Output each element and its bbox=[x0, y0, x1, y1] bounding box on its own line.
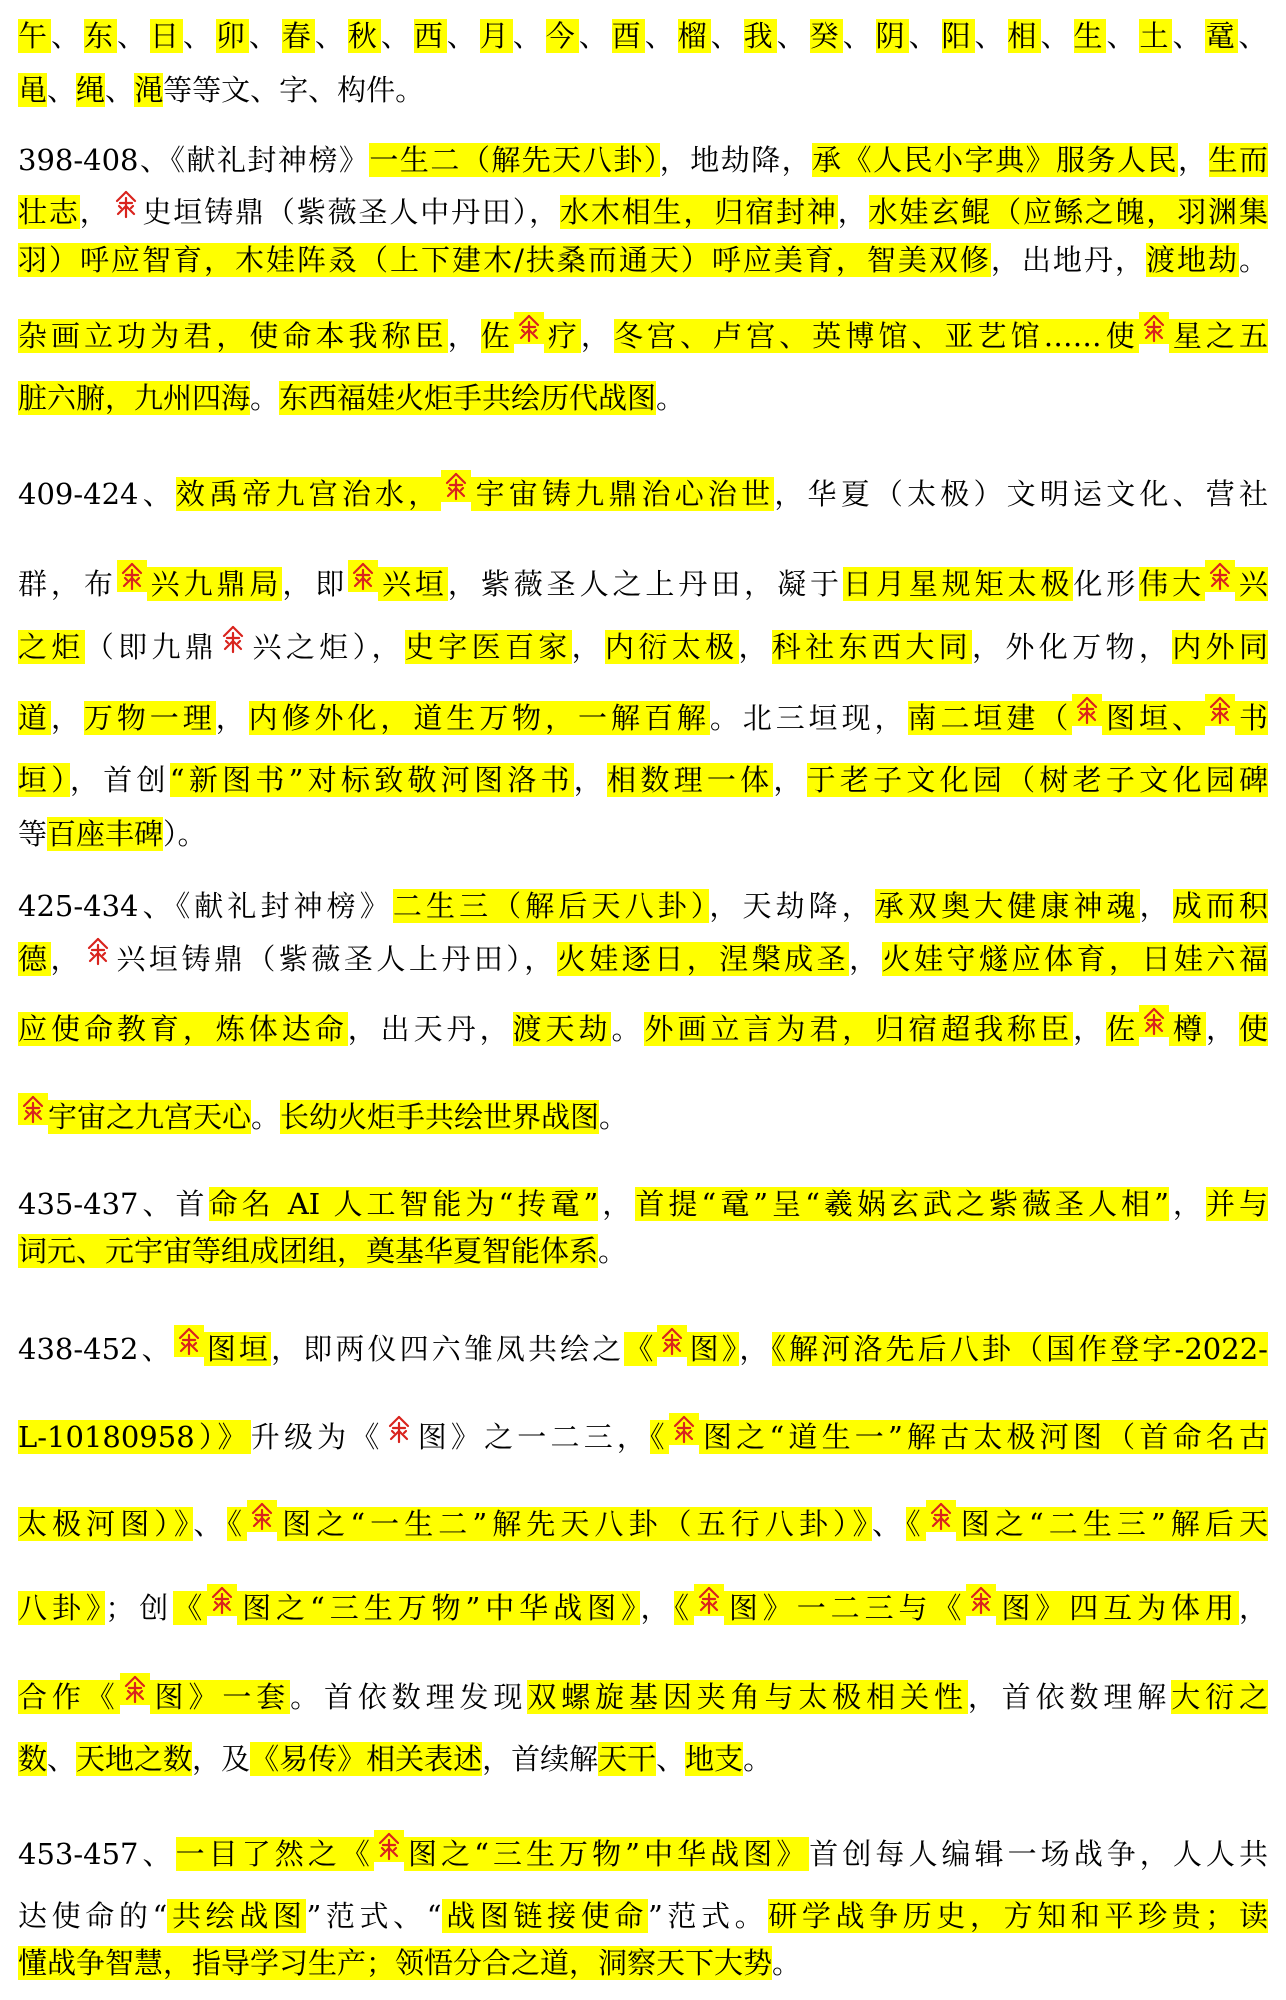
highlighted-text: 承《人民小字典》服务人民 bbox=[812, 143, 1178, 177]
highlighted-text: 鼋 bbox=[1205, 19, 1239, 53]
highlighted-text: 黾 bbox=[18, 73, 48, 107]
text-run: 、 bbox=[47, 73, 77, 107]
highlighted-text: 兴 bbox=[1235, 567, 1268, 601]
highlighted-text: 垣） bbox=[18, 763, 71, 797]
text-run: ；创 bbox=[105, 1591, 174, 1625]
highlighted-text: 图》一二三与《 bbox=[723, 1591, 967, 1625]
text-run: 、 bbox=[380, 19, 414, 53]
highlighted-text: 火娃守燧应体育，日娃六福 bbox=[881, 942, 1268, 976]
text-run: ， bbox=[50, 701, 84, 735]
highlighted-text: 一生二（解先天八卦） bbox=[369, 143, 660, 177]
text-run: ，即两仪四六雏凤共绘之 bbox=[271, 1332, 625, 1366]
text-run: ， bbox=[79, 195, 111, 229]
text-line bbox=[18, 1737, 1268, 1781]
red-glyph-icon bbox=[83, 935, 113, 967]
highlighted-text: 共绘战图 bbox=[167, 1899, 307, 1933]
highlighted-text: 科社东西大同 bbox=[771, 630, 973, 664]
highlighted-text: 《 bbox=[906, 1507, 926, 1541]
red-glyph-icon bbox=[218, 623, 248, 655]
highlighted-text: 图之“一生二”解先天八卦（五行八卦）》 bbox=[277, 1507, 873, 1541]
highlighted-text: 月 bbox=[479, 19, 513, 53]
highlighted-text: 战图链接使命 bbox=[441, 1899, 648, 1933]
highlighted-text: 东 bbox=[83, 19, 117, 53]
highlighted-text: 兴九鼎局 bbox=[146, 567, 283, 601]
text-run: 。 bbox=[611, 1012, 645, 1046]
text-run: 、 bbox=[710, 19, 744, 53]
highlighted-text: 酉 bbox=[611, 19, 645, 53]
highlighted-text: 八卦》 bbox=[18, 1591, 106, 1625]
text-line bbox=[18, 470, 1268, 514]
red-glyph-icon bbox=[694, 1584, 724, 1616]
text-run: 。北三垣现， bbox=[709, 701, 908, 735]
text-run: ， bbox=[837, 195, 869, 229]
highlighted-text: 午 bbox=[18, 19, 51, 53]
text-line bbox=[18, 1093, 1268, 1137]
text-run: 453-457、 bbox=[18, 1837, 176, 1871]
text-run: 、 bbox=[1106, 19, 1140, 53]
text-run: ，地劫降， bbox=[659, 143, 813, 177]
text-run: ，紫薇圣人之上丹田，凝于 bbox=[447, 567, 843, 601]
red-glyph-icon bbox=[117, 560, 147, 592]
highlighted-text: 《 bbox=[227, 1507, 248, 1541]
text-run: 、 bbox=[776, 19, 810, 53]
highlighted-text: 南二垣建（ bbox=[907, 701, 1073, 735]
text-run: 。 bbox=[772, 1946, 802, 1980]
red-glyph-icon bbox=[174, 1325, 204, 1357]
highlighted-text: 合作《 bbox=[18, 1680, 120, 1714]
highlighted-text: 图》 bbox=[686, 1332, 740, 1366]
red-glyph-icon bbox=[1072, 694, 1102, 726]
text-run: 达使命的“ bbox=[18, 1899, 168, 1933]
highlighted-text: 东西福娃火炬手共绘历代战图 bbox=[279, 381, 657, 415]
highlighted-text: 樽 bbox=[1169, 1012, 1206, 1046]
highlighted-text: 兴垣 bbox=[378, 567, 448, 601]
highlighted-text: 《 bbox=[650, 1420, 669, 1454]
text-line bbox=[18, 1182, 1268, 1226]
text-run: ， bbox=[1073, 1012, 1107, 1046]
highlighted-text: 图之“道生一”解古太极河图（首命名古 bbox=[698, 1420, 1268, 1454]
highlighted-text: 长幼火炬手共绘世界战图 bbox=[280, 1100, 600, 1134]
highlighted-text: 内外同 bbox=[1172, 630, 1268, 664]
highlighted-text: 史字医百家 bbox=[404, 630, 572, 664]
text-run: 。 bbox=[598, 1234, 628, 1268]
text-run: 图》之一二三， bbox=[413, 1420, 651, 1454]
highlighted-text: 承双奥大健康神魂 bbox=[874, 889, 1140, 923]
text-run: 、 bbox=[47, 1742, 77, 1776]
text-run: ， bbox=[773, 763, 807, 797]
highlighted-text: 阴 bbox=[875, 19, 909, 53]
highlighted-text: 佐 bbox=[1106, 1012, 1140, 1046]
text-line bbox=[18, 560, 1268, 604]
highlighted-text: 图之“二生三”解后天 bbox=[955, 1507, 1268, 1541]
text-line bbox=[18, 1941, 1268, 1985]
text-line bbox=[18, 1413, 1268, 1457]
text-run: 升级为《 bbox=[250, 1420, 384, 1454]
highlighted-text: 道 bbox=[18, 701, 51, 735]
highlighted-text: 内修外化，道生万物，一解百解 bbox=[248, 701, 710, 735]
highlighted-text: 疗 bbox=[543, 319, 581, 353]
red-glyph-icon bbox=[247, 1500, 277, 1532]
text-run: ， bbox=[215, 701, 249, 735]
text-line bbox=[18, 935, 1268, 979]
highlighted-text: 懂战争智慧，指导学习生产；领悟分合之道，洞察天下大势 bbox=[18, 1946, 773, 1980]
text-run: 425-434、《献礼封神榜》 bbox=[18, 889, 393, 923]
highlighted-text: 太极河图）》 bbox=[18, 1507, 194, 1541]
highlighted-text: 大衍之 bbox=[1171, 1680, 1268, 1714]
text-run: ， bbox=[571, 630, 606, 664]
highlighted-text: 内衍太极 bbox=[605, 630, 739, 664]
text-line bbox=[18, 376, 1268, 420]
text-run: 、 bbox=[512, 19, 546, 53]
text-run: 、 bbox=[842, 19, 876, 53]
text-run: ， bbox=[1238, 1591, 1268, 1625]
text-run: 、 bbox=[872, 1507, 907, 1541]
highlighted-text: 效禹帝九宫治水， bbox=[175, 477, 442, 511]
red-glyph-icon bbox=[966, 1584, 996, 1616]
text-run: 435-437、首 bbox=[18, 1187, 209, 1221]
text-run: 。 bbox=[1238, 243, 1268, 277]
highlighted-text: 秋 bbox=[347, 19, 381, 53]
highlighted-text: 日 bbox=[149, 19, 183, 53]
highlighted-text: 脏六腑，九州四海 bbox=[18, 381, 251, 415]
text-run: 、 bbox=[446, 19, 480, 53]
highlighted-text: 图之“三生万物”中华战图》 bbox=[237, 1591, 641, 1625]
text-run: 、 bbox=[1040, 19, 1074, 53]
red-glyph-icon bbox=[120, 1673, 150, 1705]
highlighted-text: 图垣 bbox=[203, 1332, 272, 1366]
highlighted-text: 杂画立功为君，使命本我称臣 bbox=[18, 319, 448, 353]
highlighted-text: 羽）呼应智育，木娃阵叒（上下建木/扶桑而通天）呼应美育，智美双修 bbox=[18, 243, 991, 277]
highlighted-text: 我 bbox=[743, 19, 777, 53]
text-line bbox=[18, 14, 1268, 58]
text-run: 。首依数理发现 bbox=[290, 1680, 528, 1714]
highlighted-text: 使 bbox=[1238, 1012, 1268, 1046]
red-glyph-icon bbox=[1139, 312, 1169, 344]
text-line bbox=[18, 138, 1268, 182]
red-glyph-icon bbox=[1205, 560, 1235, 592]
text-run: 、 bbox=[1238, 19, 1268, 53]
text-line bbox=[18, 812, 1268, 856]
highlighted-text: 日月星规矩太极 bbox=[842, 567, 1074, 601]
text-run: ， bbox=[1206, 1012, 1239, 1046]
highlighted-text: 今 bbox=[545, 19, 579, 53]
text-run: ， bbox=[580, 319, 614, 353]
highlighted-text: 于老子文化园（树老子文化园碑 bbox=[806, 763, 1268, 797]
highlighted-text: 渡地劫 bbox=[1145, 243, 1239, 277]
text-run: ，华夏（太极）文明运文化、营社 bbox=[774, 477, 1268, 511]
highlighted-text: 图垣、 bbox=[1102, 701, 1205, 735]
red-glyph-icon bbox=[441, 470, 471, 502]
highlighted-text: 《 bbox=[624, 1332, 657, 1366]
red-glyph-icon bbox=[111, 188, 141, 220]
red-glyph-icon bbox=[514, 312, 544, 344]
text-run: 438-452、 bbox=[18, 1332, 174, 1366]
highlighted-text: 一目了然之《 bbox=[175, 1837, 374, 1871]
highlighted-text: 佐 bbox=[480, 319, 514, 353]
text-run: ， bbox=[1139, 889, 1173, 923]
highlighted-text: 天地之数 bbox=[76, 1742, 193, 1776]
red-glyph-icon bbox=[1205, 694, 1235, 726]
highlighted-text: 壮志 bbox=[18, 195, 80, 229]
highlighted-text: 渡天劫 bbox=[512, 1012, 612, 1046]
text-line bbox=[18, 694, 1268, 738]
text-run: ， bbox=[1168, 1187, 1206, 1221]
text-line bbox=[18, 1830, 1268, 1874]
text-run: 。 bbox=[656, 381, 686, 415]
highlighted-text: 春 bbox=[281, 19, 315, 53]
text-run: ”范式、“ bbox=[306, 1899, 442, 1933]
red-glyph-icon bbox=[384, 1413, 414, 1445]
text-line bbox=[18, 1500, 1268, 1544]
highlighted-text: 《 bbox=[173, 1591, 208, 1625]
text-run: ， bbox=[50, 942, 83, 976]
red-glyph-icon bbox=[348, 560, 378, 592]
highlighted-text: 伟大 bbox=[1139, 567, 1205, 601]
text-line bbox=[18, 312, 1268, 356]
text-run: 群，布 bbox=[18, 567, 117, 601]
text-run: 兴之炬）， bbox=[248, 630, 405, 664]
text-line bbox=[18, 1325, 1268, 1369]
highlighted-text: “新图书”对标致敬河图洛书 bbox=[169, 763, 574, 797]
text-run: ， bbox=[447, 319, 481, 353]
text-run: 。 bbox=[599, 1100, 629, 1134]
highlighted-text: 西 bbox=[413, 19, 447, 53]
text-line bbox=[18, 1005, 1268, 1049]
text-run: ）。 bbox=[163, 817, 207, 851]
text-line bbox=[18, 884, 1268, 928]
highlighted-text: 万物一理 bbox=[83, 701, 216, 735]
text-run: ，首创 bbox=[70, 763, 170, 797]
text-run: ，出地丹， bbox=[990, 243, 1146, 277]
highlighted-text: 图》一套 bbox=[149, 1680, 291, 1714]
red-glyph-icon bbox=[374, 1830, 404, 1862]
text-run: ，及 bbox=[192, 1742, 251, 1776]
highlighted-text: 水娃玄鲲（应鲧之魄，羽渊集 bbox=[868, 195, 1268, 229]
highlighted-text: 生而 bbox=[1208, 143, 1268, 177]
text-run: ，首续解 bbox=[482, 1742, 599, 1776]
highlighted-text: L-10180958）》 bbox=[18, 1420, 251, 1454]
highlighted-text: 《 bbox=[674, 1591, 694, 1625]
text-line bbox=[18, 623, 1268, 667]
highlighted-text: 之炬 bbox=[18, 630, 85, 664]
highlighted-text: 并与 bbox=[1205, 1187, 1268, 1221]
text-run: 化形 bbox=[1073, 567, 1140, 601]
text-run: 等等文、字、构件。 bbox=[163, 73, 425, 107]
highlighted-text: 外画立言为君，归宿超我称臣 bbox=[644, 1012, 1074, 1046]
highlighted-text: 百座丰碑 bbox=[47, 817, 164, 851]
text-line bbox=[18, 188, 1268, 232]
text-run: ， bbox=[849, 942, 882, 976]
highlighted-text: 阳 bbox=[941, 19, 975, 53]
text-run: 、 bbox=[974, 19, 1008, 53]
text-run: 。 bbox=[250, 381, 280, 415]
text-run: ，外化万物， bbox=[972, 630, 1173, 664]
highlighted-text: 相 bbox=[1007, 19, 1041, 53]
highlighted-text: 应使命教育，炼体达命 bbox=[18, 1012, 348, 1046]
text-line bbox=[18, 1673, 1268, 1717]
text-run: 、 bbox=[1172, 19, 1206, 53]
text-line bbox=[18, 1584, 1268, 1628]
highlighted-text: 图之“三生万物”中华战图》 bbox=[403, 1837, 810, 1871]
text-run: 史垣铸鼎（紫薇圣人中丹田）， bbox=[140, 195, 561, 229]
text-run: 首创每人编辑一场战争，人人共 bbox=[809, 1837, 1268, 1871]
text-line bbox=[18, 758, 1268, 802]
text-run: 、 bbox=[116, 19, 150, 53]
text-line bbox=[18, 1894, 1268, 1938]
text-run: 、 bbox=[314, 19, 348, 53]
red-glyph-icon bbox=[18, 1093, 48, 1125]
highlighted-text: 《易传》相关表述 bbox=[250, 1742, 483, 1776]
red-glyph-icon bbox=[669, 1413, 699, 1445]
text-run: ，首依数理解 bbox=[967, 1680, 1172, 1714]
highlighted-text: 天干 bbox=[598, 1742, 657, 1776]
highlighted-text: 生 bbox=[1073, 19, 1107, 53]
highlighted-text: 宇宙铸九鼎治心治世 bbox=[471, 477, 775, 511]
highlighted-text: 榴 bbox=[677, 19, 711, 53]
text-run: 、 bbox=[182, 19, 216, 53]
text-run: ， bbox=[738, 630, 772, 664]
text-run: （即九鼎 bbox=[84, 630, 219, 664]
highlighted-text: 命名 AI 人工智能为“抟鼋” bbox=[208, 1187, 599, 1221]
highlighted-text: 地支 bbox=[685, 1742, 744, 1776]
highlighted-text: 火娃逐日，涅槃成圣 bbox=[556, 942, 850, 976]
text-run: ”范式。 bbox=[647, 1899, 769, 1933]
text-run: ，天劫降， bbox=[709, 889, 875, 923]
text-run: ， bbox=[598, 1187, 636, 1221]
highlighted-text: 数 bbox=[18, 1742, 48, 1776]
highlighted-text: 癸 bbox=[809, 19, 843, 53]
highlighted-text: 双螺旋基因夹角与太极相关性 bbox=[527, 1680, 968, 1714]
text-line bbox=[18, 238, 1268, 282]
text-run: ， bbox=[739, 1332, 772, 1366]
text-run: ， bbox=[573, 763, 608, 797]
highlighted-text: 德 bbox=[18, 942, 51, 976]
text-run: 、 bbox=[656, 1742, 686, 1776]
red-glyph-icon bbox=[1139, 1005, 1169, 1037]
text-run: 兴垣铸鼎（紫薇圣人上丹田）， bbox=[113, 942, 557, 976]
highlighted-text: 研学战争历史，方知和平珍贵；读 bbox=[768, 1899, 1268, 1933]
text-run: 等 bbox=[18, 817, 48, 851]
text-run: 。 bbox=[743, 1742, 773, 1776]
red-glyph-icon bbox=[657, 1325, 687, 1357]
highlighted-text: 绳 bbox=[76, 73, 106, 107]
highlighted-text: 水木相生，归宿封神 bbox=[560, 195, 838, 229]
text-run: 、 bbox=[105, 73, 135, 107]
text-run: 、 bbox=[248, 19, 282, 53]
text-run: ，出天丹， bbox=[347, 1012, 513, 1046]
highlighted-text: 土 bbox=[1139, 19, 1173, 53]
text-run: 。 bbox=[251, 1100, 281, 1134]
text-run: ， bbox=[640, 1591, 675, 1625]
highlighted-text: 首提“鼋”呈“羲娲玄武之紫薇圣人相” bbox=[635, 1187, 1169, 1221]
highlighted-text: 相数理一体 bbox=[607, 763, 774, 797]
text-run: 、 bbox=[908, 19, 942, 53]
highlighted-text: 二生三（解后天八卦） bbox=[392, 889, 710, 923]
red-glyph-icon bbox=[926, 1500, 956, 1532]
text-run: 、 bbox=[193, 1507, 228, 1541]
highlighted-text: 图》四互为体用 bbox=[996, 1591, 1239, 1625]
text-run: 、 bbox=[644, 19, 678, 53]
text-run: 、 bbox=[578, 19, 612, 53]
highlighted-text: 星之五 bbox=[1168, 319, 1268, 353]
highlighted-text: 书 bbox=[1235, 701, 1268, 735]
text-run: ， bbox=[1178, 143, 1209, 177]
text-run: 398-408、《献礼封神榜》 bbox=[18, 143, 370, 177]
highlighted-text: 《解河洛先后八卦（国作登字-2022- bbox=[771, 1332, 1268, 1366]
highlighted-text: 渑 bbox=[134, 73, 164, 107]
highlighted-text: 卯 bbox=[215, 19, 249, 53]
highlighted-text: 冬宫、卢宫、英博馆、亚艺馆……使 bbox=[613, 319, 1139, 353]
highlighted-text: 宇宙之九宫天心 bbox=[48, 1100, 252, 1134]
red-glyph-icon bbox=[207, 1584, 237, 1616]
text-run: 、 bbox=[50, 19, 84, 53]
text-run: 409-424、 bbox=[18, 477, 176, 511]
highlighted-text: 词元、元宇宙等组成团组，奠基华夏智能体系 bbox=[18, 1234, 599, 1268]
text-line bbox=[18, 68, 1268, 112]
highlighted-text: 成而积 bbox=[1172, 889, 1268, 923]
text-line bbox=[18, 1229, 1268, 1273]
text-run: ，即 bbox=[282, 567, 349, 601]
